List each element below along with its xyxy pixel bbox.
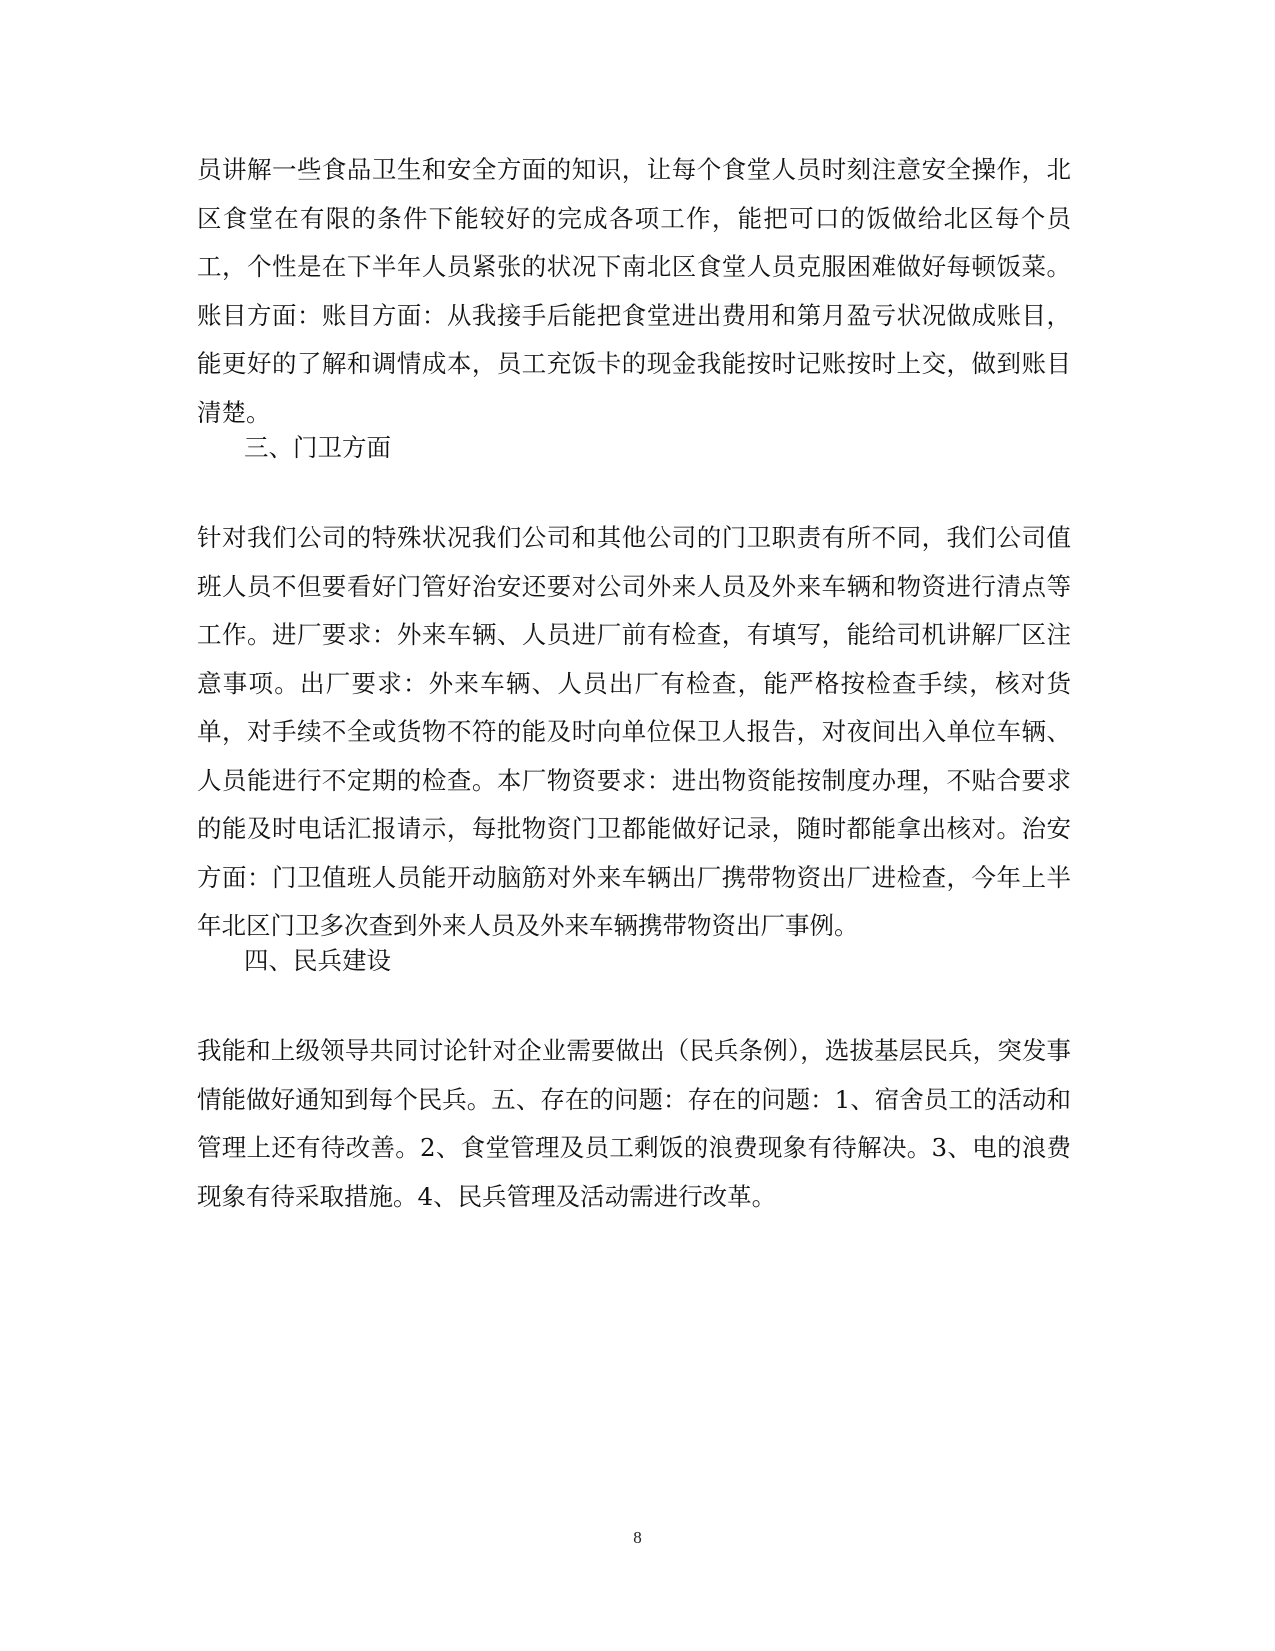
paragraph-militia-issues: 我能和上级领导共同讨论针对企业需要做出（民兵条例），选拔基层民兵，突发事情能做好通知到每个民兵。五、存在的问题：存在的问题：1、宿舍员工的活动和管理上还有待改善。2、食堂管理及员工剩饭的浪费现象有待解决。3、电的浪费现象有待采取措施。4、民兵管理及活动需进行改革。: [197, 1036, 1071, 1211]
heading-gatekeeping: 三、门卫方面: [244, 433, 391, 462]
paragraph-canteen-accounts: 员讲解一些食品卫生和安全方面的知识，让每个食堂人员时刻注意安全操作，北区食堂在有限的条件下能较好的完成各项工作，能把可口的饭做给北区每个员工，个性是在下半年人员紧张的状况下南北区食堂人员克服困难做好每顿饭菜。账目方面：账目方面：从我接手后能把食堂进出费用和第月盈亏状况做成账目，能更好的了解和调情成本，员工充饭卡的现金我能按时记账按时上交，做到账目清楚。: [197, 155, 1071, 427]
page-number: 8: [633, 1528, 642, 1547]
paragraph-gatekeeping: 针对我们公司的特殊状况我们公司和其他公司的门卫职责有所不同，我们公司值班人员不但要看好门管好治安还要对公司外来人员及外来车辆和物资进行清点等工作。进厂要求：外来车辆、人员进厂前有检查，有填写，能给司机讲解厂区注意事项。出厂要求：外来车辆、人员出厂有检查，能严格按检查手续，核对货单，对手续不全或货物不符的能及时向单位保卫人报告，对夜间出入单位车辆、人员能进行不定期的检查。本厂物资要求：进出物资能按制度办理，不贴合要求的能及时电话汇报请示，每批物资门卫都能做好记录，随时都能拿出核对。治安方面：门卫值班人员能开动脑筋对外来车辆出厂携带物资出厂进检查，今年上半年北区门卫多次查到外来人员及外来车辆携带物资出厂事例。: [197, 523, 1071, 940]
heading-militia: 四、民兵建设: [244, 946, 391, 975]
